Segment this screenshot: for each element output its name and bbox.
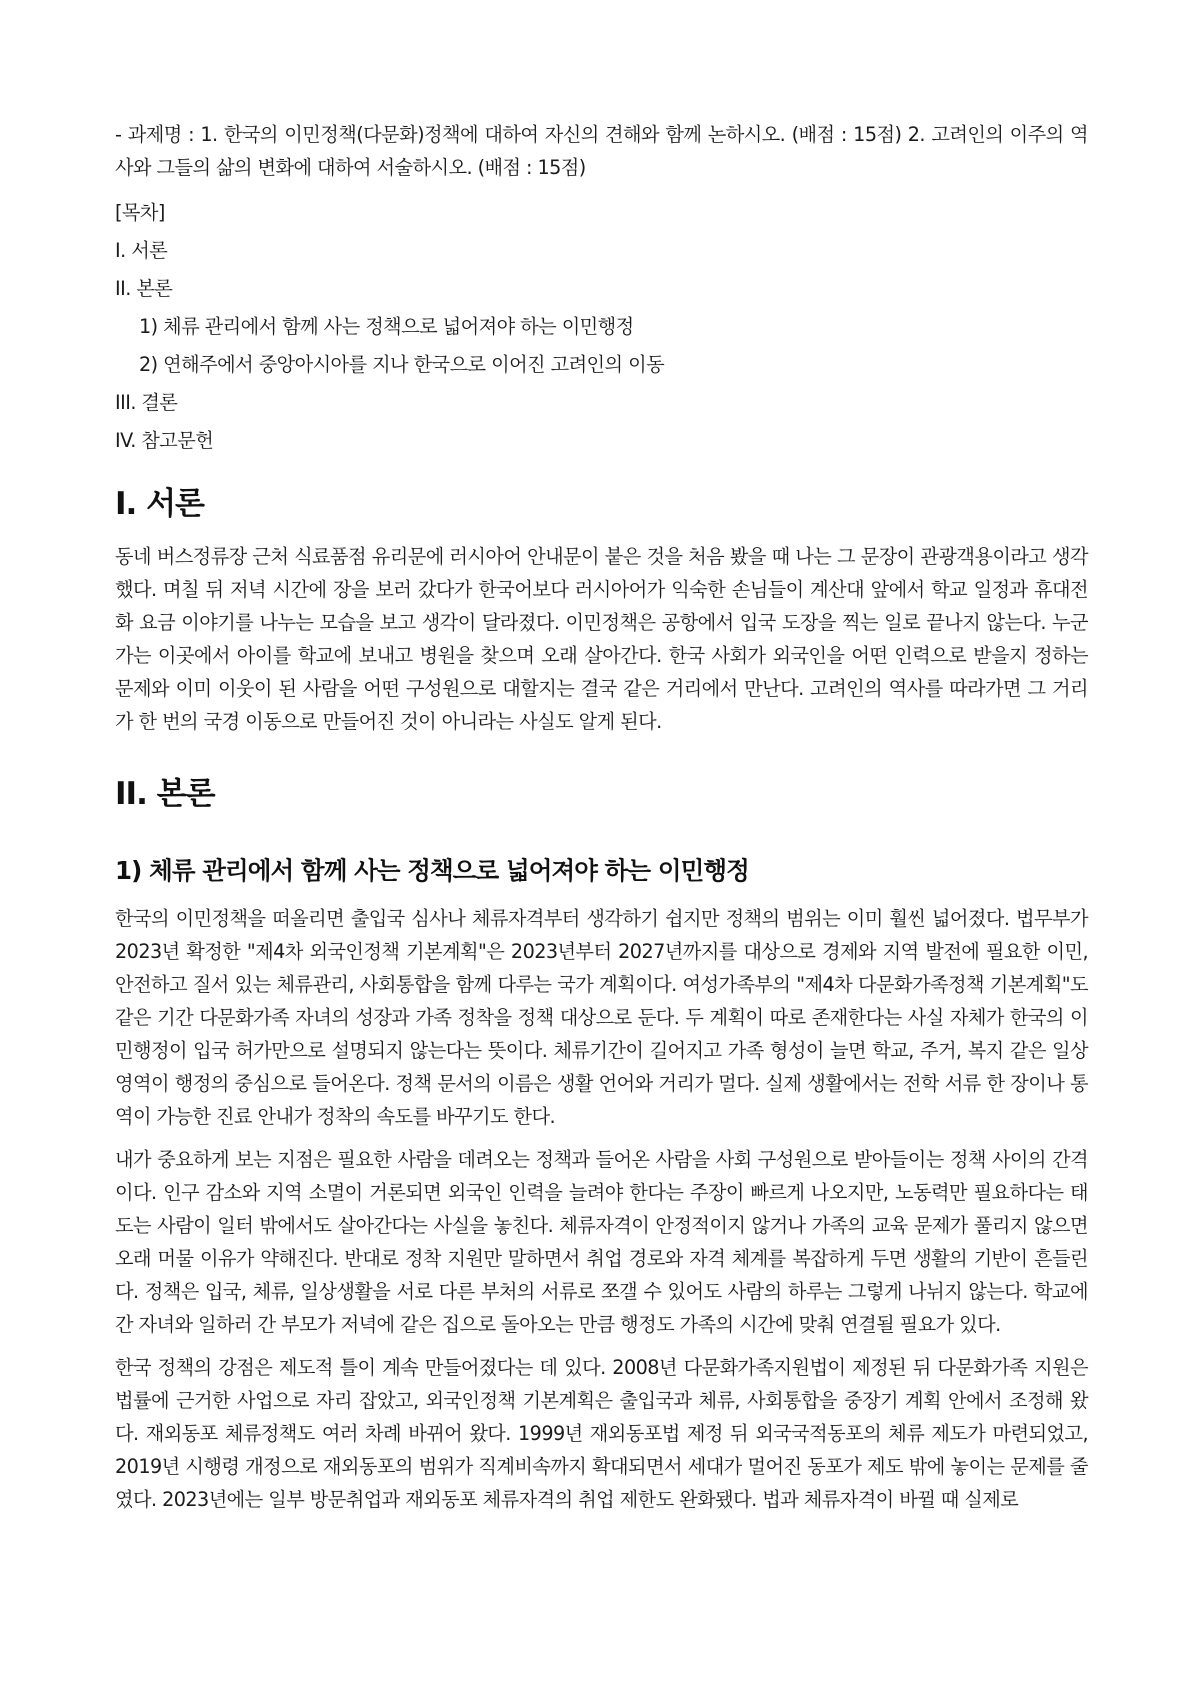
toc-item: I. 서론 xyxy=(115,239,168,262)
toc-item: 2) 연해주에서 중앙아시아를 지나 한국으로 이어진 고려인의 이동 xyxy=(139,353,665,376)
toc-item: IV. 참고문헌 xyxy=(115,429,214,452)
toc-item: II. 본론 xyxy=(115,277,173,300)
toc-item: 1) 체류 관리에서 함께 사는 정책으로 넓어져야 하는 이민행정 xyxy=(139,315,634,338)
table-of-contents xyxy=(115,194,1088,460)
body-paragraph: 한국 정책의 강점은 제도적 틀이 계속 만들어졌다는 데 있다. 2008년 다문화가족지원법이 제정된 뒤 다문화가족 지원은 법률에 근거한 사업으로 자리 잡았고, 외국인정책 기본계획은 출입국과 체류, 사회통합을 중장기 계획 안에서 조정해 왔다. 재외동포 체류정책도 여러 차례 바뀌어 왔다. 1999년 재외동포법 제정 뒤 외국국적동포의 체류 제도가 마련되었고, 2019년 시행령 개정으로 재외동포의 범위가 직계비속까지 확대되면서 세대가 멀어진 동포가 제도 밖에 놓이는 문제를 줄였다. 2023년에는 일부 방문취업과 재외동포 체류자격의 취업 제한도 완화됐다. 법과 체류자격이 바뀔 때 실제로 xyxy=(115,1356,1088,1511)
toc-item: III. 결론 xyxy=(115,391,178,414)
body-paragraph: 동네 버스정류장 근처 식료품점 유리문에 러시아어 안내문이 붙은 것을 처음 봤을 때 나는 그 문장이 관광객용이라고 생각했다. 며칠 뒤 저녁 시간에 장을 보러 갔다가 한국어보다 러시아어가 익숙한 손님들이 계산대 앞에서 학교 일정과 휴대전화 요금 이야기를 나누는 모습을 보고 생각이 달라졌다. 이민정책은 공항에서 입국 도장을 찍는 일로 끝나지 않는다. 누군가는 이곳에서 아이를 학교에 보내고 병원을 찾으며 오래 살아간다. 한국 사회가 외국인을 어떤 인력으로 받을지 정하는 문제와 이미 이웃이 된 사람을 어떤 구성원으로 대할지는 결국 같은 거리에서 만난다. 고려인의 역사를 따라가면 그 거리가 한 번의 국경 이동으로 만들어진 것이 아니라는 사실도 알게 된다. xyxy=(115,545,1088,733)
assignment-title: - 과제명 : 1. 한국의 이민정책(다문화)정책에 대하여 자신의 견해와 함께 논하시오. (배점 : 15점) 2. 고려인의 이주의 역사와 그들의 삶의 변화에 대하여 서술하시오. (배점 : 15점) xyxy=(115,123,1088,179)
section-heading-intro: I. 서론 xyxy=(115,486,204,522)
body-paragraph: 한국의 이민정책을 떠올리면 출입국 심사나 체류자격부터 생각하기 쉽지만 정책의 범위는 이미 훨씬 넓어졌다. 법무부가 2023년 확정한 "제4차 외국인정책 기본계획"은 2023년부터 2027년까지를 대상으로 경제와 지역 발전에 필요한 이민, 안전하고 질서 있는 체류관리, 사회통합을 함께 다루는 국가 계획이다. 여성가족부의 "제4차 다문화가족정책 기본계획"도 같은 기간 다문화가족 자녀의 성장과 가족 정착을 정책 대상으로 둔다. 두 계획이 따로 존재한다는 사실 자체가 한국의 이민행정이 입국 허가만으로 설명되지 않는다는 뜻이다. 체류기간이 길어지고 가족 형성이 늘면 학교, 주거, 복지 같은 일상 영역이 행정의 중심으로 들어온다. 정책 문서의 이름은 생활 언어와 거리가 멀다. 실제 생활에서는 전학 서류 한 장이나 통역이 가능한 진료 안내가 정착의 속도를 바꾸기도 한다. xyxy=(115,907,1088,1128)
subsection-heading: 1) 체류 관리에서 함께 사는 정책으로 넓어져야 하는 이민행정 xyxy=(115,856,749,885)
body-paragraph: 내가 중요하게 보는 지점은 필요한 사람을 데려오는 정책과 들어온 사람을 사회 구성원으로 받아들이는 정책 사이의 간격이다. 인구 감소와 지역 소멸이 거론되면 외국인 인력을 늘려야 한다는 주장이 빠르게 나오지만, 노동력만 필요하다는 태도는 사람이 일터 밖에서도 살아간다는 사실을 놓친다. 체류자격이 안정적이지 않거나 가족의 교육 문제가 풀리지 않으면 오래 머물 이유가 약해진다. 반대로 정착 지원만 말하면서 취업 경로와 자격 체계를 복잡하게 두면 생활의 기반이 흔들린다. 정책은 입국, 체류, 일상생활을 서로 다른 부처의 서류로 쪼갤 수 있어도 사람의 하루는 그렇게 나뉘지 않는다. 학교에 간 자녀와 일하러 간 부모가 저녁에 같은 집으로 돌아오는 만큼 행정도 가족의 시간에 맞춰 연결될 필요가 있다. xyxy=(115,1148,1088,1336)
toc-heading: [목차] xyxy=(115,201,165,224)
section-heading-body: II. 본론 xyxy=(115,776,215,812)
